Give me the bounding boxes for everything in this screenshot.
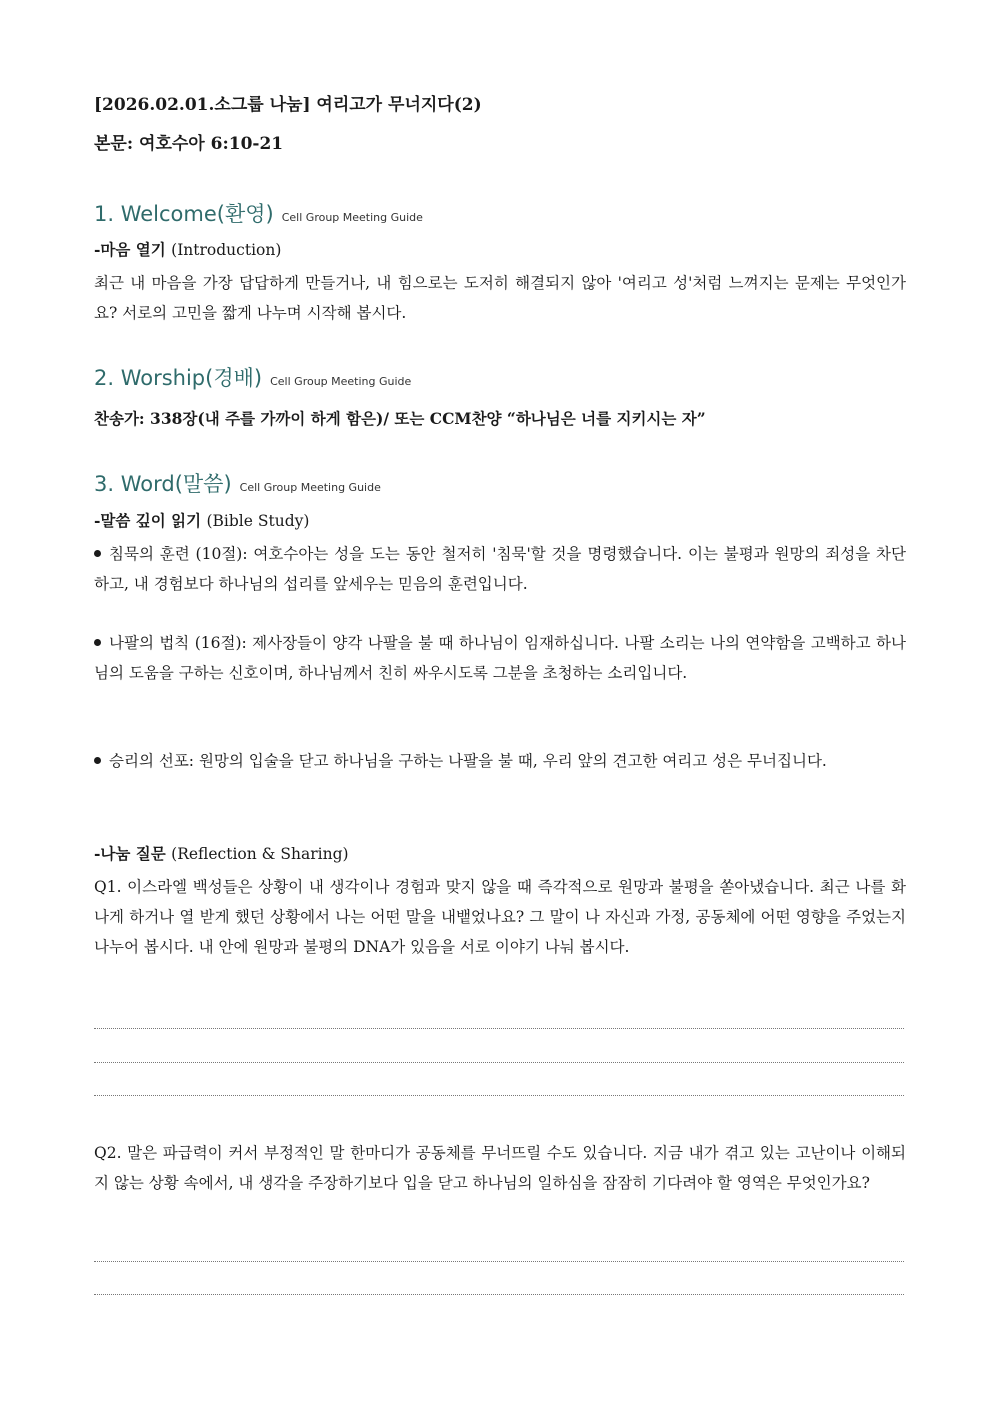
- subheading-ko: -마음 열기: [94, 240, 166, 259]
- answer-line: [94, 1261, 904, 1262]
- answer-line: [94, 1028, 904, 1029]
- document-title: [2026.02.01.소그룹 나눔] 여리고가 무너지다(2): [94, 95, 482, 115]
- bullet-item: [94, 746, 906, 776]
- answer-line: [94, 1294, 904, 1295]
- bullet-text: 침묵의 훈련 (10절): 여호수아는 성을 도는 동안 철저히 '침묵'할 것을 명령했습니다. 이는 불평과 원망의 죄성을 차단하고, 내 경험보다 하나님의 섭리를 앞세우는 믿음의 훈련입니다.: [94, 545, 906, 593]
- bullet-dot-icon: [94, 757, 101, 764]
- answer-line: [94, 1062, 904, 1063]
- bullet-item: [94, 628, 906, 688]
- bullet-text: 나팔의 법칙 (16절): 제사장들이 양각 나팔을 불 때 하나님이 임재하십니다. 나팔 소리는 나의 연약함을 고백하고 하나님의 도움을 구하는 신호이며, 하나님께서 친히 싸우시도록 그분을 초청하는 소리입니다.: [94, 634, 906, 682]
- section-word-heading: [94, 469, 906, 503]
- scripture-passage: 본문: 여호수아 6:10-21: [94, 134, 284, 154]
- bullet-item: [94, 539, 906, 599]
- section-subtitle: Cell Group Meeting Guide: [281, 211, 423, 224]
- bible-study-subheading: [94, 509, 906, 533]
- subheading-ko: -나눔 질문: [94, 844, 166, 863]
- section-subtitle: Cell Group Meeting Guide: [239, 481, 381, 494]
- subheading-ko: -말씀 깊이 읽기: [94, 511, 202, 530]
- subheading-en: (Introduction): [171, 241, 282, 259]
- section-title: 1. Welcome(환영): [94, 202, 274, 226]
- introduction-subheading: [94, 238, 906, 262]
- question-2: Q2. 말은 파급력이 커서 부정적인 말 한마디가 공동체를 무너뜨릴 수도 있습니다. 지금 내가 겪고 있는 고난이나 이해되지 않는 상황 속에서, 내 생각을 주장하기보다 입을 닫고 하나님의 일하심을 잠잠히 기다려야 할 영역은 무엇인가요?: [94, 1144, 906, 1192]
- answer-line: [94, 1095, 904, 1096]
- question-1: Q1. 이스라엘 백성들은 상황이 내 생각이나 경험과 맞지 않을 때 즉각적으로 원망과 불평을 쏟아냈습니다. 최근 나를 화나게 하거나 열 받게 했던 상황에서 나는 어떤 말을 내뱉었나요? 그 말이 나 자신과 가정, 공동체에 어떤 영향을 주었는지 나누어 봅시다. 내 안에 원망과 불평의 DNA가 있음을 서로 이야기 나눠 봅시다.: [94, 878, 906, 956]
- hymn-line: 찬송가: 338장(내 주를 가까이 하게 함은)/ 또는 CCM찬양 “하나님은 너를 지키시는 자”: [94, 409, 706, 428]
- bullet-dot-icon: [94, 550, 101, 557]
- introduction-text: 최근 내 마음을 가장 답답하게 만들거나, 내 힘으로는 도저히 해결되지 않아 '여리고 성'처럼 느껴지는 문제는 무엇인가요? 서로의 고민을 짧게 나누며 시작해 봅시다.: [94, 274, 906, 322]
- section-worship-heading: [94, 363, 906, 397]
- subheading-en: (Reflection & Sharing): [171, 845, 349, 863]
- subheading-en: (Bible Study): [206, 512, 310, 530]
- section-subtitle: Cell Group Meeting Guide: [270, 375, 412, 388]
- section-title: 2. Worship(경배): [94, 366, 263, 390]
- section-welcome-heading: [94, 199, 906, 233]
- section-title: 3. Word(말씀): [94, 472, 232, 496]
- bullet-text: 승리의 선포: 원망의 입술을 닫고 하나님을 구하는 나팔을 불 때, 우리 앞의 견고한 여리고 성은 무너집니다.: [109, 752, 827, 770]
- bullet-dot-icon: [94, 639, 101, 646]
- sharing-subheading: [94, 842, 906, 866]
